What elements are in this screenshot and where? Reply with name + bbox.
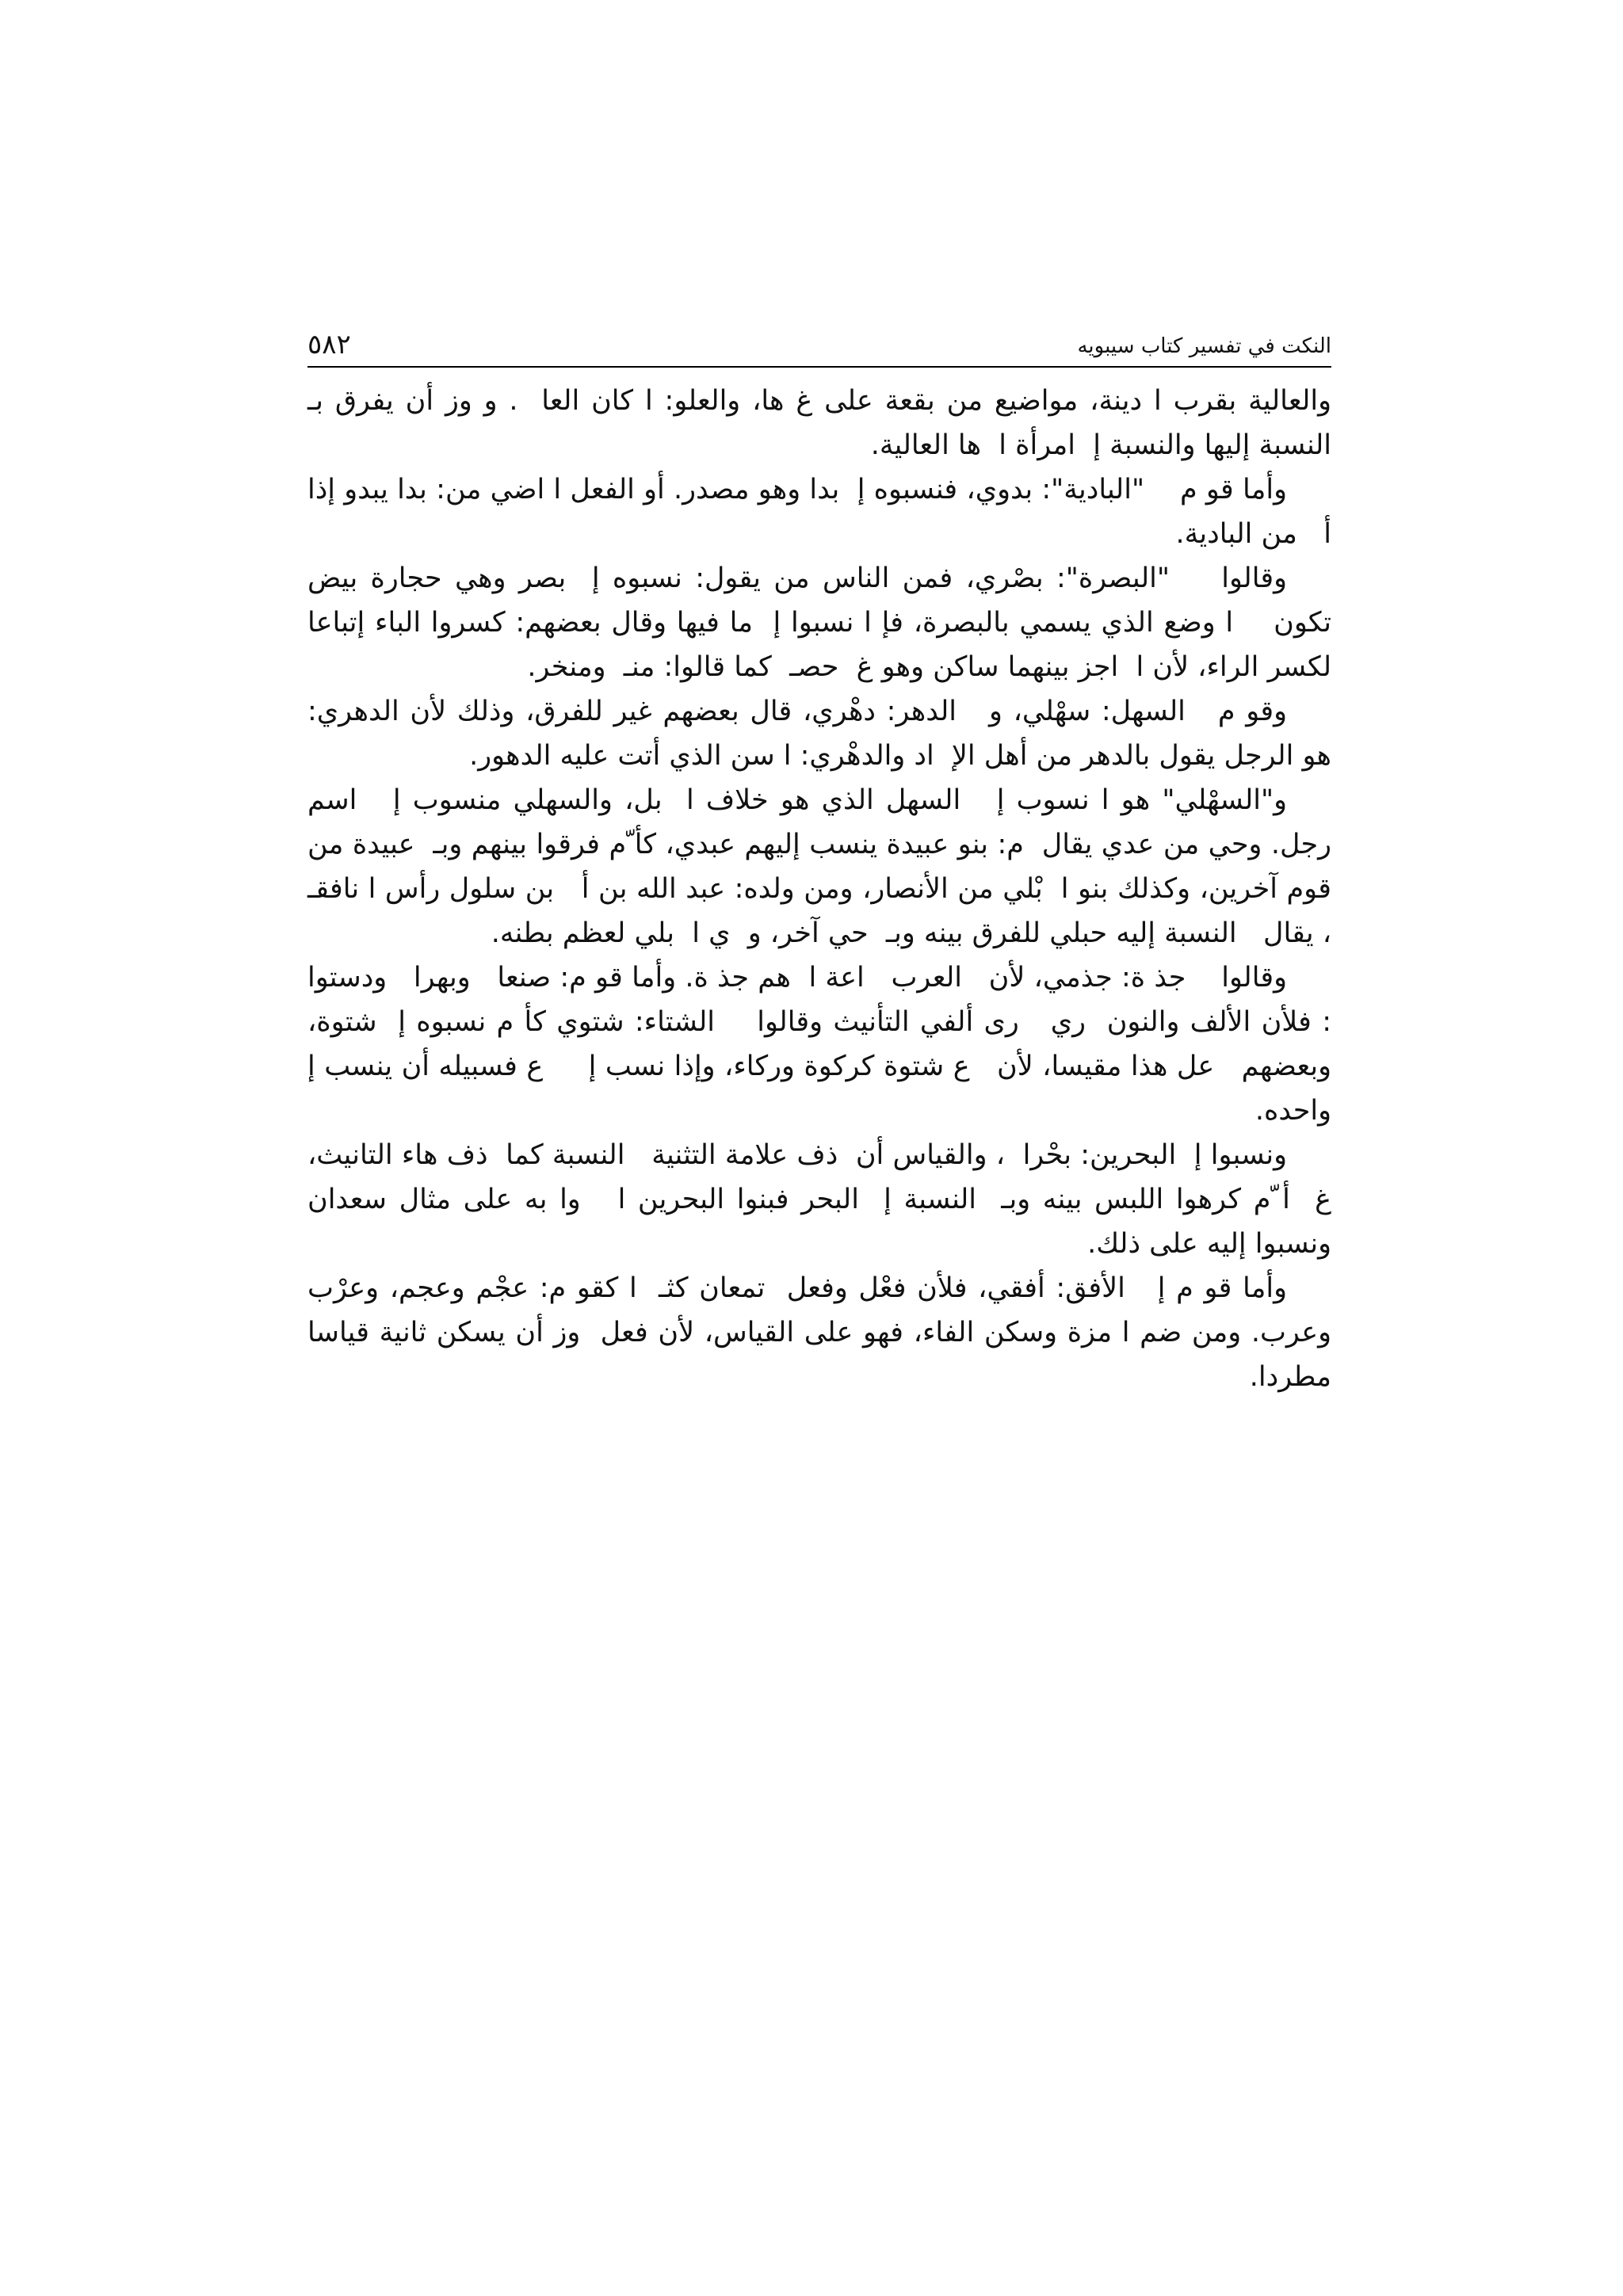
header-rule xyxy=(307,366,1331,368)
paragraph: ونسبوا إ البحرين: بحْرا ، والقياس أن ذف علامة التثنية النسبة كما ذف هاء التانيث، غ أ ّم كرهوا اللبس بينه وبـ النسبة إ البحر فبنوا البحرين ا وا به على مثال سعدان ونسبوا إليه على ذلك. xyxy=(298,1139,1331,1260)
page-header xyxy=(307,317,1331,366)
page-number: ٥٨٢ xyxy=(307,329,351,360)
paragraph: والعالية بقرب ا دينة، مواضيع من بقعة على غ ها، والعلو: ا كان العا . و وز أن يفرق بـ النسبة إليها والنسبة إ امرأة ا ها العالية. xyxy=(289,385,1331,461)
paragraph: وأما قو م "البادية": بدوي، فنسبوه إ بدا وهو مصدر. أو الفعل ا اضي من: بدا يبدو إذا أ من البادية. xyxy=(298,474,1331,550)
paragraph: وقالوا "البصرة": بصْري، فمن الناس من يقول: نسبوه إ بصر وهي حجارة بيض تكون ا وضع الذي يسمي بالبصرة، فإ ا نسبوا إ ما فيها وقال بعضهم: كسروا الباء إتباعا لكسر الراء، لأن ا اجز بينهما ساكن وهو غ حصـ كما قالوا: منـ ومنخر. xyxy=(298,563,1331,683)
body-text xyxy=(289,379,1331,1399)
paragraph: و"السهْلي" هو ا نسوب إ السهل الذي هو خلاف ا بل، والسهلي منسوب إ اسم رجل. وحي من عدي يقال م: بنو عبيدة ينسب إليهم عبدي، كأ ّم فرقوا بينهم وبـ عبيدة من قوم آخرين، وكذلك بنو ا بْلي من الأنصار، ومن ولده: عبد الله بن أ بن سلول رأس ا نافقـ ، يقال النسبة إليه حبلي للفرق بينه وبـ حي آخر، و ي ا بلي لعظم بطنه. xyxy=(289,784,1331,949)
paragraph: وأما قو م إ الأفق: أفقي، فلأن فعْل وفعل تمعان كثـ ا كقو م: عجْم وعجم، وعرْب وعرب. ومن ضم ا مزة وسكن الفاء، فهو على القياس، لأن فعل وز أن يسكن ثانية قياسا مطردا. xyxy=(298,1272,1331,1393)
paragraph: وقالوا جذ ة: جذمي، لأن العرب اعة ا هم جذ ة. وأما قو م: صنعا وبهرا ودستوا : فلأن الألف والنون ري رى ألفي التأنيث وقالوا الشتاء: شتوي كأ م نسبوه إ شتوة، وبعضهم عل هذا مقيسا، لأن ع شتوة كركوة وركاء، وإذا نسب إ ع فسبيله أن ينسب إ واحده. xyxy=(289,962,1331,1127)
running-title: النكت في تفسير كتاب سيبويه xyxy=(1077,334,1331,358)
paragraph: وقو م السهل: سهْلي، و الدهر: دهْري، قال بعضهم غير للفرق، وذلك لأن الدهري: هو الرجل يقول بالدهر من أهل الإ اد والدهْري: ا سن الذي أتت عليه الدهور. xyxy=(298,696,1331,772)
document-page xyxy=(289,317,1331,2060)
